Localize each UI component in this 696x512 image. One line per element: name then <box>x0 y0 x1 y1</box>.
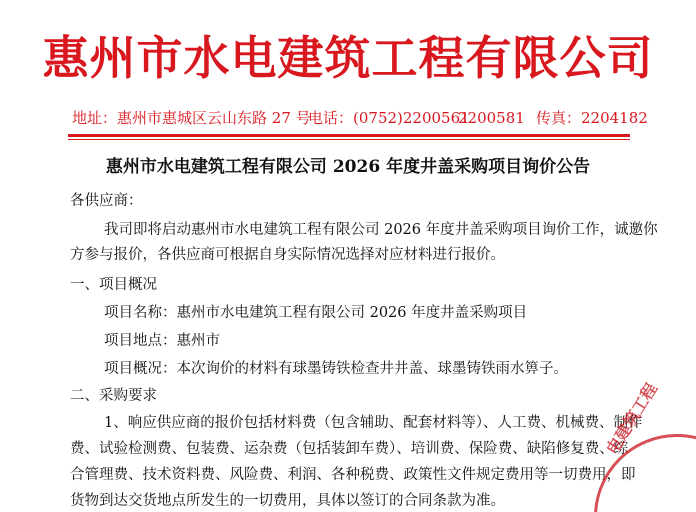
requirement-line-3: 合管理费、技术资料费、风险费、利润、各种税费、政策性文件规定费用等一切费用，即 <box>70 467 636 483</box>
company-name: 惠州市水电建筑工程有限公司 <box>42 31 654 85</box>
salutation: 各供应商： <box>70 193 143 209</box>
company-seal-text: 电建筑工程 <box>602 379 662 458</box>
project-location: 项目地点：惠州市 <box>104 333 220 349</box>
section-1-heading: 一、项目概况 <box>70 277 157 293</box>
phone: 电话：(0752)2200561 <box>308 109 470 127</box>
intro-line-1: 我司即将启动惠州市水电建筑工程有限公司 2026 年度井盖采购项目询价工作，诚邀你 <box>104 222 658 238</box>
phone-2: 2200581 <box>458 109 525 127</box>
requirement-line-4: 货物到达交货地点所发生的一切费用，具体以签订的合同条款为准。 <box>70 493 505 509</box>
project-overview: 项目概况：本次询价的材料有球墨铸铁检查井井盖、球墨铸铁雨水箅子。 <box>104 361 568 377</box>
fax: 传真：2204182 <box>536 109 648 127</box>
requirement-line-2: 费、试验检测费、包装费、运杂费（包括装卸车费）、培训费、保险费、缺陷修复费、综 <box>70 441 629 457</box>
address: 地址：惠州市惠城区云山东路 27 号 <box>72 109 311 127</box>
intro-line-2: 方参与报价，各供应商可根据自身实际情况选择对应材料进行报价。 <box>70 247 505 263</box>
requirement-line-1: 1、响应供应商的报价包括材料费（包含辅助、配套材料等）、人工费、机械费、制作 <box>104 415 643 431</box>
letterhead-divider-thin <box>68 139 630 140</box>
letterhead-divider <box>68 134 630 137</box>
document-title: 惠州市水电建筑工程有限公司 2026 年度井盖采购项目询价公告 <box>105 157 591 177</box>
section-2-heading: 二、采购要求 <box>70 388 157 404</box>
project-name: 项目名称：惠州市水电建筑工程有限公司 2026 年度井盖采购项目 <box>104 305 528 321</box>
